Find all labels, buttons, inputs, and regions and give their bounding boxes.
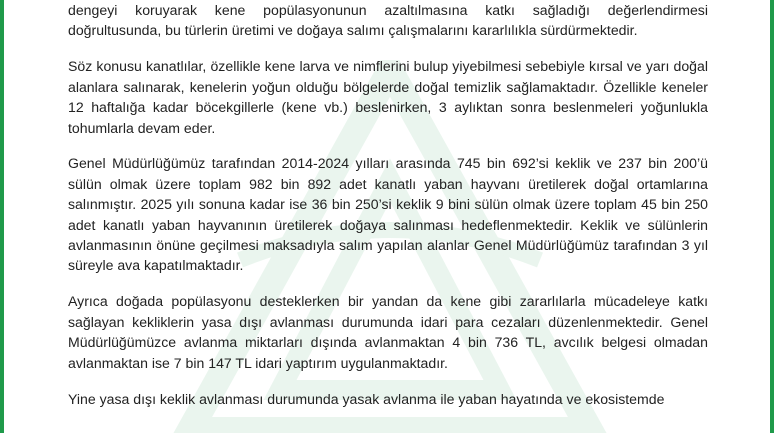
left-border [0,0,4,433]
paragraph-3: Genel Müdürlüğümüz tarafından 2014-2024 yılları arasında 745 bin 692’si keklik ve 237 bin 200’ü sülün olmak üzere toplam 982 bin 892 adet kanatlı yaban hayvanı üretilerek doğal ortamlarına salınmıştır. 2025 yılı sonuna kadar ise 36 bin 250’si keklik 9 bini sülün olmak üzere toplam 45 bin 250 adet kanatlı yaban hayvanının üretilerek doğaya salınması hedeflenmektedir. Keklik ve sülünlerin avlanmasının önüne geçilmesi maksadıyla salım yapılan alanlar Genel Müdürlüğümüz tarafından 3 yıl süreyle ava kapatılmaktadır. [68,155,708,274]
document-body [68,0,708,424]
right-border [770,0,774,433]
paragraph-4: Ayrıca doğada popülasyonu desteklerken bir yandan da kene gibi zararlılarla mücadeleye katkı sağlayan kekliklerin yasa dışı avlanması durumunda idari para cezaları düzenlenmektedir. Genel Müdürlüğümüzce avlanma miktarları dışında avlanmaktan 4 bin 736 TL, avcılık belgesi olmadan avlanmaktan ise 7 bin 147 TL idari yaptırım uygulanmaktadır. [68,293,708,371]
paragraph-2: Söz konusu kanatlılar, özellikle kene larva ve nimflerini bulup yiyebilmesi sebebiyle kırsal ve yarı doğal alanlara salınarak, kenelerin yoğun olduğu bölgelerde doğal temizlik sağlamaktadır. Özellikle keneler 12 haftalığa kadar böcekgillerle (kene vb.) beslenirken, 3 aylıktan sonra beslenmeleri yoğunlukla tohumlarla devam eder. [68,58,708,136]
paragraph-5: Yine yasa dışı keklik avlanması durumunda yasak avlanma ile yaban hayatında ve ekosistemde [68,390,665,407]
paragraph-1: dengeyi koruyarak kene popülasyonunun azaltılmasına katkı sağladığı değerlendirmesi doğrultusunda, bu türlerin üretimi ve doğaya salımı çalışmalarını kararlılıkla sürdürmektedir. [68,2,708,39]
